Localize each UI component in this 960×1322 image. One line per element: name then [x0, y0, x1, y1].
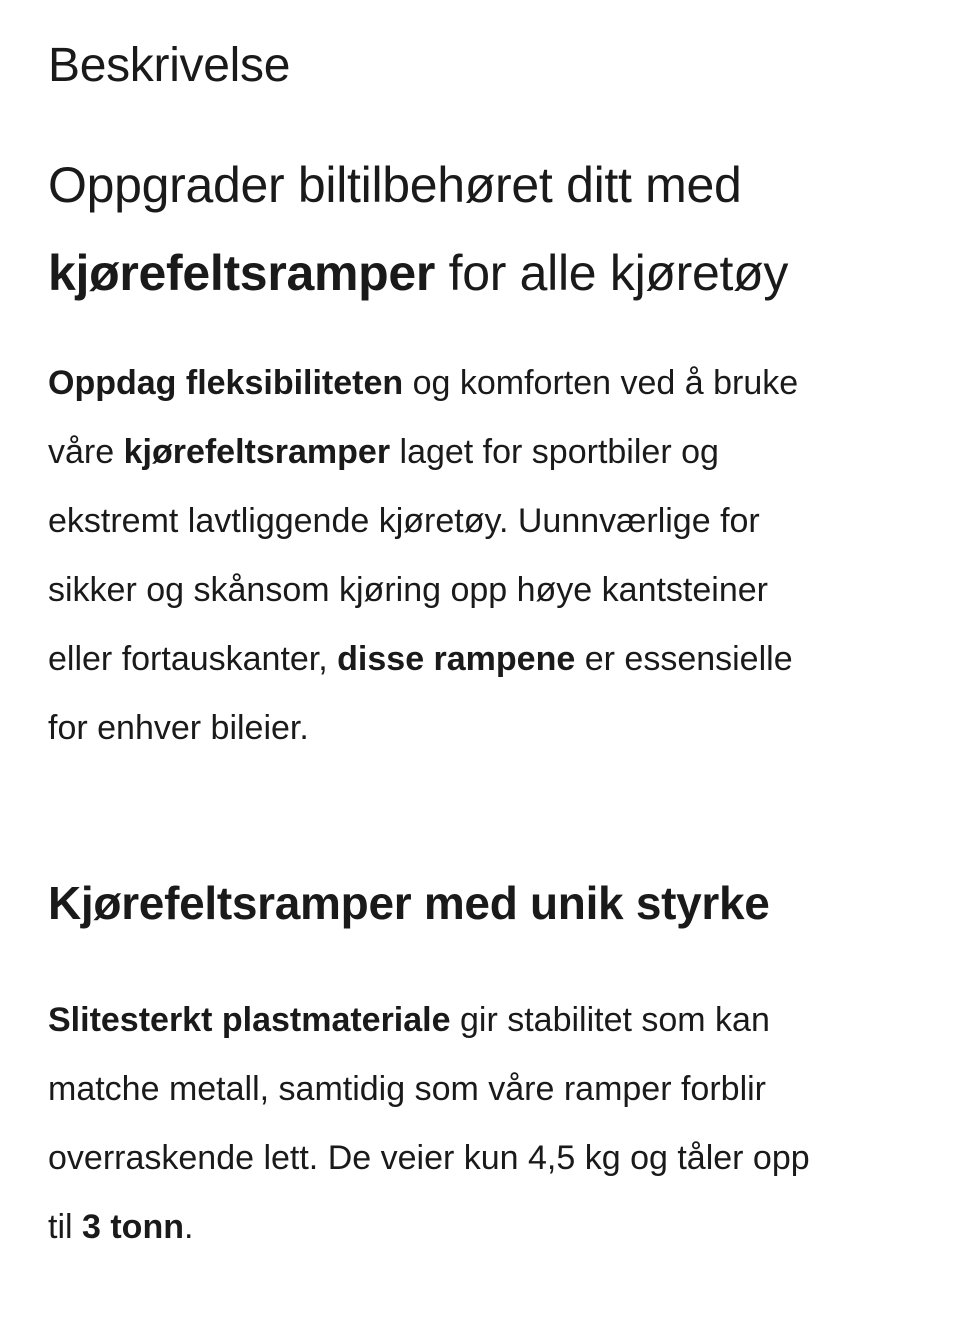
- intro-text: og komforten ved å bruke: [403, 364, 799, 402]
- intro-line: [48, 418, 798, 487]
- strength-emphasis: Slitesterkt plastmateriale: [48, 1001, 451, 1039]
- intro-text: laget for sportbiler og: [390, 433, 719, 471]
- intro-text: våre: [48, 433, 124, 471]
- intro-text: eller fortauskanter,: [48, 640, 338, 678]
- strength-line: overraskende lett. De veier kun 4,5 kg og tåler opp: [48, 1139, 810, 1177]
- intro-line: [48, 625, 798, 694]
- heading-line-2: [48, 229, 788, 317]
- strength-text: gir stabilitet som kan: [450, 1001, 770, 1039]
- product-heading: [48, 141, 788, 317]
- intro-line: sikker og skånsom kjøring opp høye kantsteiner: [48, 571, 768, 609]
- strength-paragraph: [48, 986, 810, 1262]
- intro-line: for enhver bileier.: [48, 709, 309, 747]
- strength-heading: Kjørefeltsramper med unik styrke: [48, 877, 770, 929]
- intro-paragraph: [48, 349, 798, 763]
- strength-line: [48, 986, 810, 1055]
- intro-line: ekstremt lavtliggende kjøretøy. Uunnværlige for: [48, 502, 760, 540]
- strength-line: matche metall, samtidig som våre ramper forblir: [48, 1070, 767, 1108]
- heading-line-1: Oppgrader biltilbehøret ditt med: [48, 157, 742, 213]
- strength-text: til: [48, 1208, 82, 1246]
- intro-emphasis: kjørefeltsramper: [123, 433, 391, 471]
- heading-emphasis: kjørefeltsramper: [48, 245, 436, 301]
- intro-emphasis: Oppdag fleksibiliteten: [48, 364, 404, 402]
- intro-emphasis: disse rampene: [337, 640, 576, 678]
- intro-line: [48, 349, 798, 418]
- strength-text: .: [183, 1208, 194, 1246]
- heading-line-2-text: for alle kjøretøy: [435, 245, 789, 301]
- intro-text: er essensielle: [575, 640, 793, 678]
- strength-emphasis: 3 tonn: [82, 1208, 184, 1246]
- strength-line: [48, 1193, 810, 1262]
- section-title: Beskrivelse: [48, 39, 291, 92]
